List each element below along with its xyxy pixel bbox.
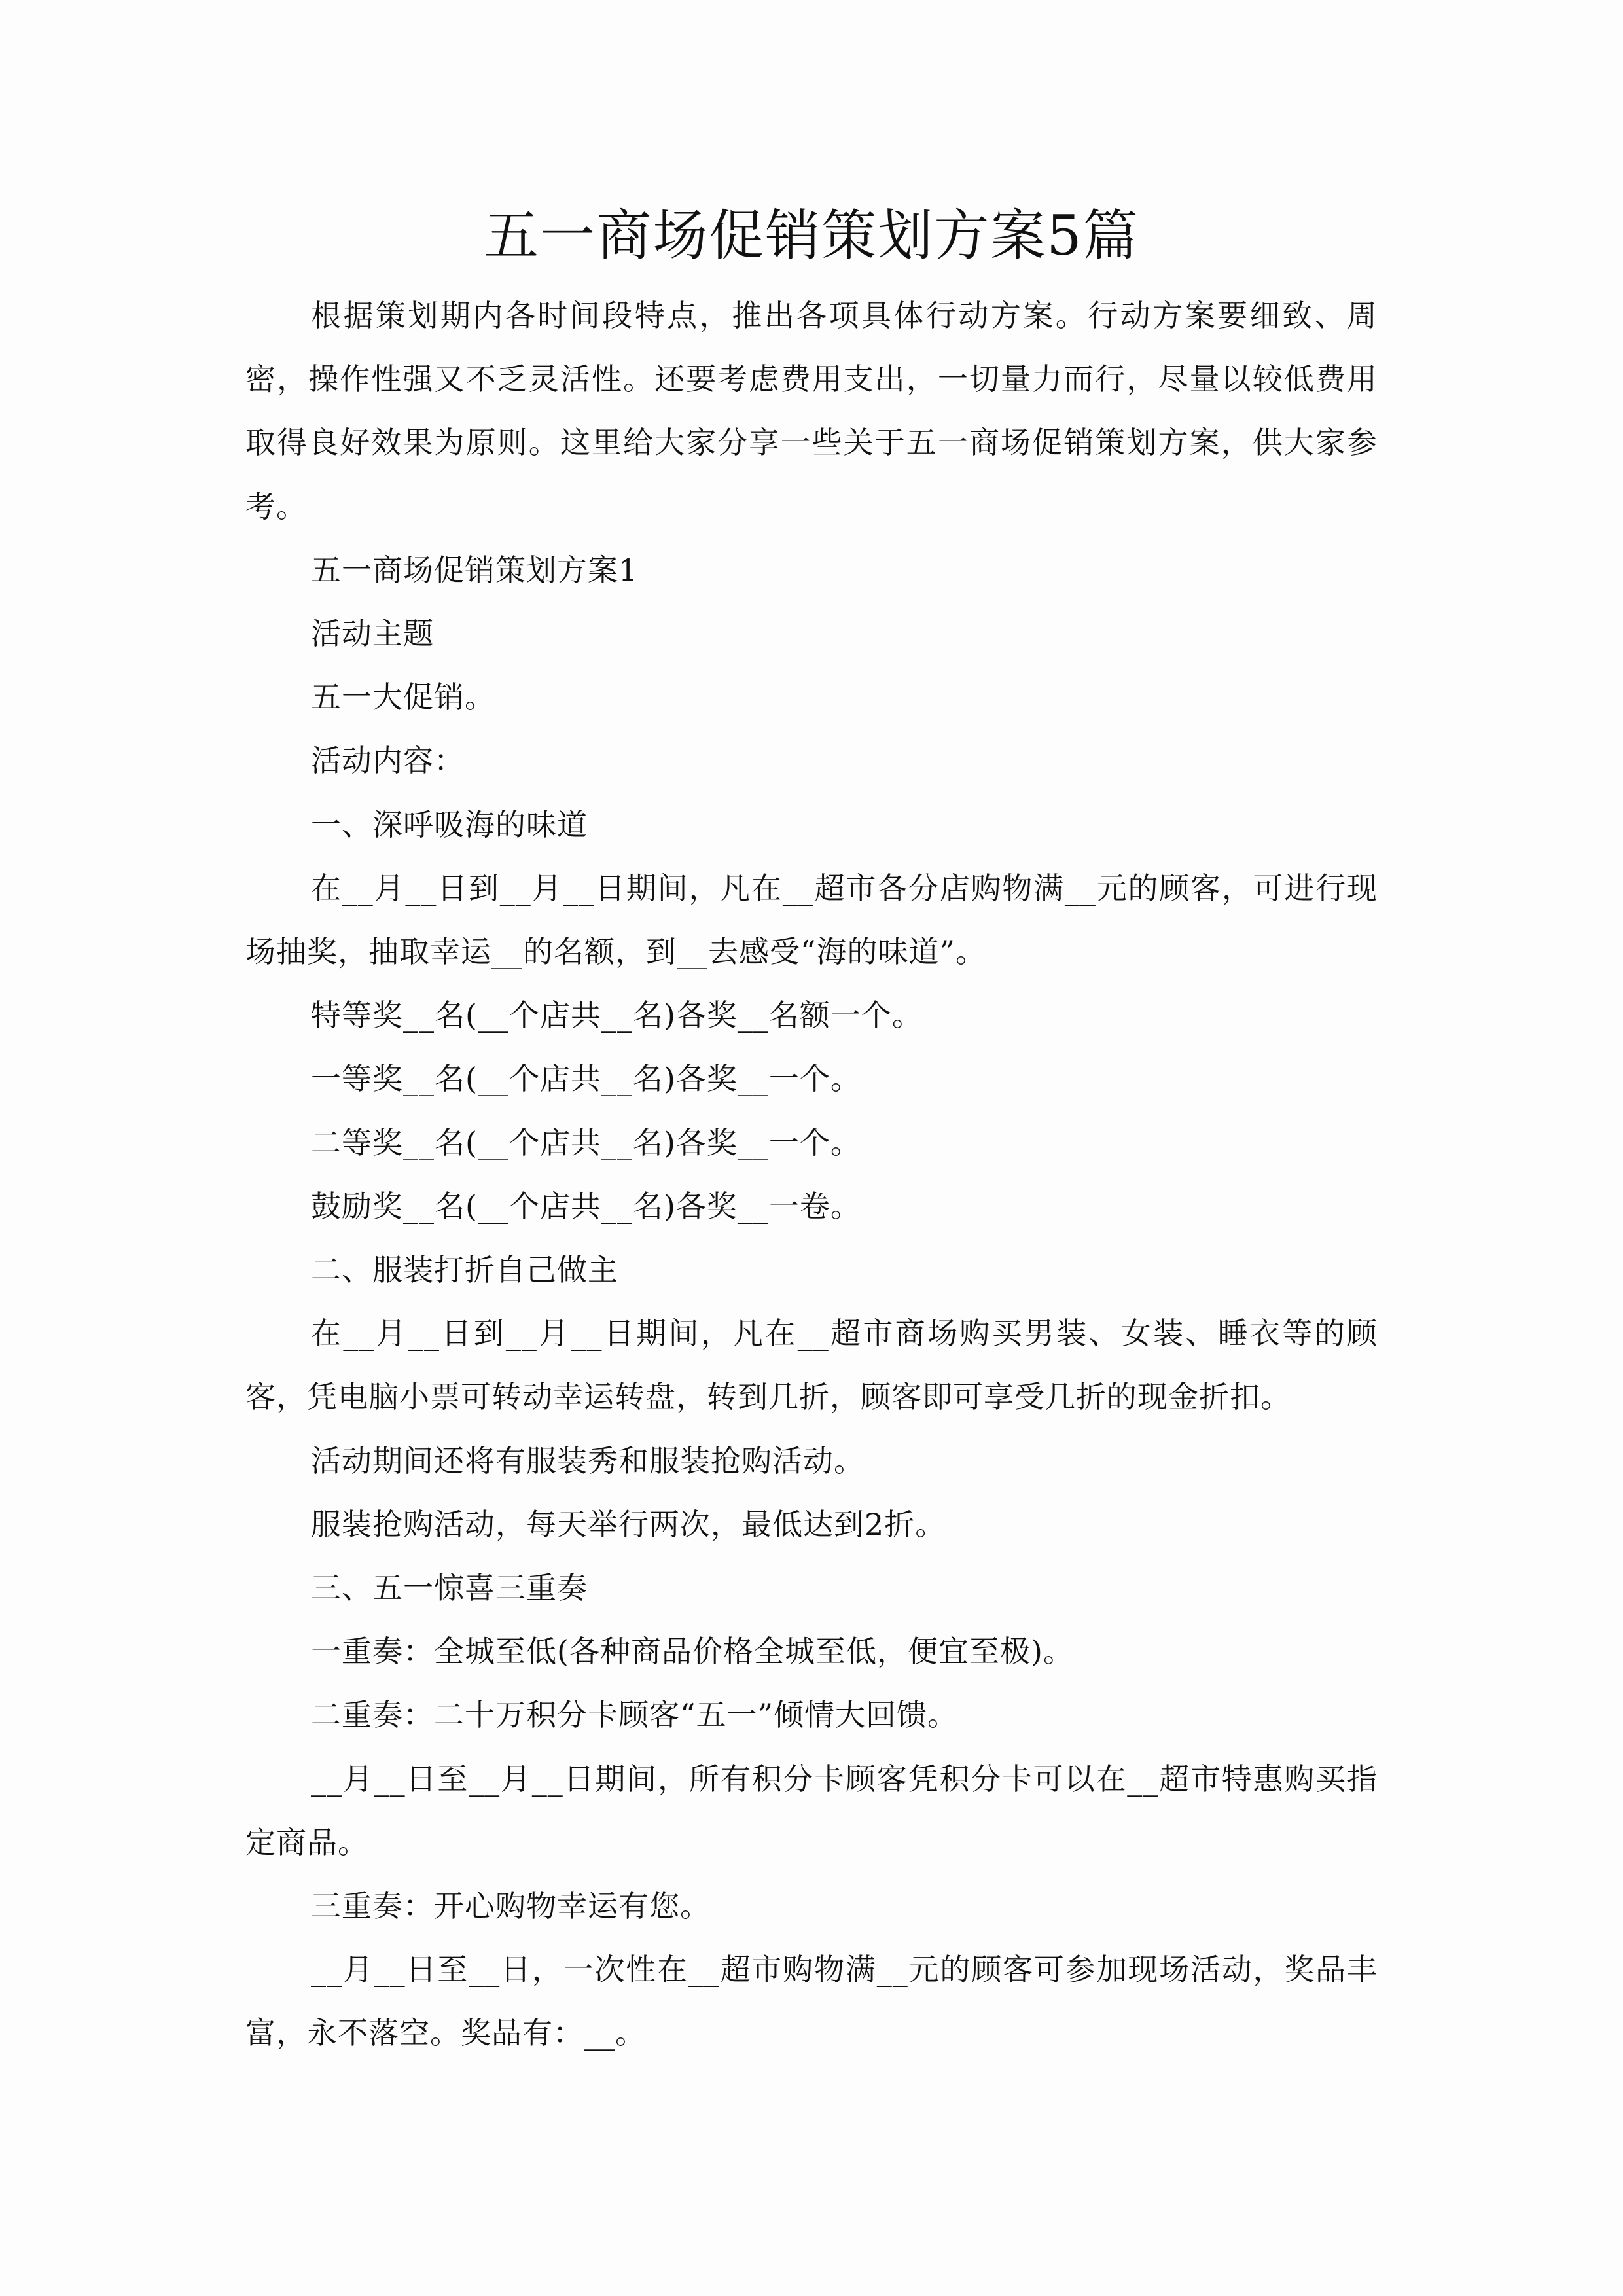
prize-line-first: 一等奖__名(__个店共__名)各奖__一个。 [311, 1061, 861, 1097]
document-body [245, 284, 1378, 2066]
prize-line-second: 二等奖__名(__个店共__名)各奖__一个。 [311, 1124, 861, 1160]
item-heading-2: 二、服装打折自己做主 [311, 1252, 618, 1288]
section-heading-plan-1: 五一商场促销策划方案1 [311, 552, 639, 588]
paragraph-item-2-detail: 在__月__日到__月__日期间，凡在__超市商场购买男装、女装、睡衣等的顾客，凭电脑小票可转动幸运转盘，转到几折，顾客即可享受几折的现金折扣。 [245, 1316, 1378, 1415]
subheading-activity-theme: 活动主题 [311, 616, 434, 652]
paragraph-fashion-show: 活动期间还将有服装秀和服装抢购活动。 [311, 1443, 865, 1479]
prize-line-special: 特等奖__名(__个店共__名)各奖__名额一个。 [311, 997, 923, 1033]
prize-line-encouragement: 鼓励奖__名(__个店共__名)各奖__一卷。 [311, 1188, 861, 1224]
document-title: 五一商场促销策划方案5篇 [484, 204, 1139, 268]
subheading-activity-content: 活动内容： [311, 743, 465, 779]
item-heading-1: 一、深呼吸海的味道 [311, 806, 588, 842]
paragraph-theme-value: 五一大促销。 [311, 679, 495, 715]
item-heading-3: 三、五一惊喜三重奏 [311, 1570, 588, 1606]
paragraph-third-movement: 三重奏：开心购物幸运有您。 [311, 1888, 711, 1924]
paragraph-flash-sale: 服装抢购活动，每天举行两次，最低达到2折。 [311, 1506, 946, 1542]
paragraph-second-movement: 二重奏：二十万积分卡顾客“五一”倾情大回馈。 [311, 1697, 959, 1733]
paragraph-first-movement: 一重奏：全城至低(各种商品价格全城至低，便宜至极)。 [311, 1634, 1074, 1670]
paragraph-item-1-detail: 在__月__日到__月__日期间，凡在__超市各分店购物满__元的顾客，可进行现场抽奖，抽取幸运__的名额，到__去感受“海的味道”。 [245, 870, 1378, 970]
paragraph-second-movement-detail: __月__日至__月__日期间，所有积分卡顾客凭积分卡可以在__超市特惠购买指定商品。 [245, 1761, 1378, 1860]
intro-paragraph: 根据策划期内各时间段特点，推出各项具体行动方案。行动方案要细致、周密，操作性强又不乏灵活性。还要考虑费用支出，一切量力而行，尽量以较低费用取得良好效果为原则。这里给大家分享一些关于五一商场促销策划方案，供大家参考。 [245, 298, 1378, 524]
paragraph-third-movement-detail: __月__日至__日，一次性在__超市购物满__元的顾客可参加现场活动，奖品丰富，永不落空。奖品有：__。 [245, 1952, 1378, 2051]
